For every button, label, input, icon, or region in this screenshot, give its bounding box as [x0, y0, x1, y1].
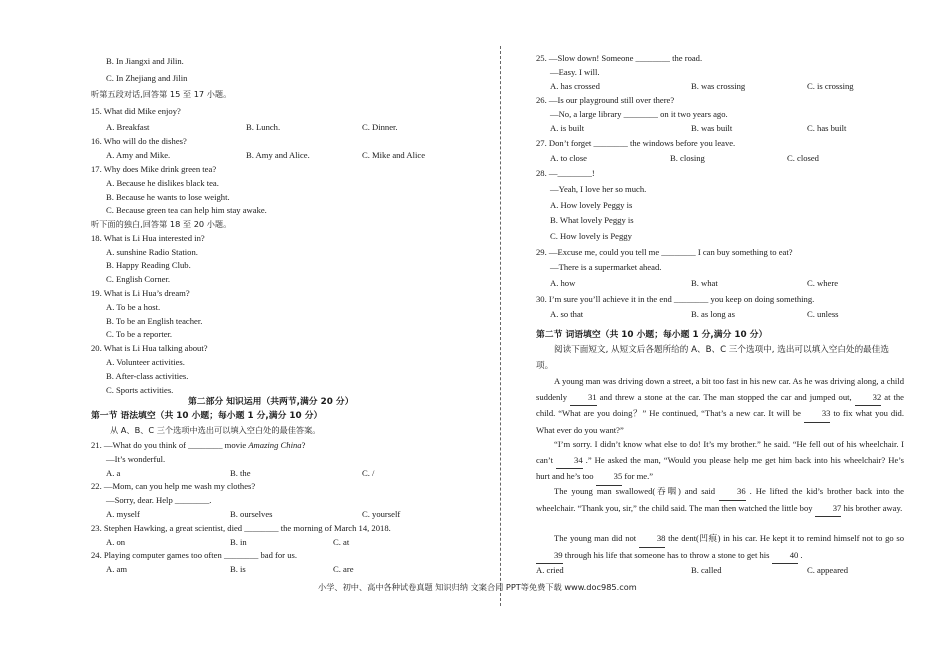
- option-a: A. is built: [550, 123, 585, 133]
- section-instruction: 阅读下面短文, 从短文后各题所给的 A、B、C 三个选项中, 选出可以填入空白处的最佳选项。: [536, 345, 889, 371]
- dialog-reply: —No, a large library ________ on it two years ago.: [550, 109, 728, 119]
- question-stem: 15. What did Mike enjoy?: [91, 106, 181, 116]
- listening-instruction: 听第五段对话,回答第 15 至 17 小题。: [91, 89, 232, 99]
- blank-35: 35: [596, 469, 623, 486]
- option-a: A. am: [106, 564, 128, 574]
- question-stem: 16. Who will do the dishes?: [91, 136, 187, 146]
- option-a: A. on: [106, 537, 126, 547]
- dialog-reply: —Easy. I will.: [550, 67, 600, 77]
- option-a: A. Volunteer activities.: [106, 357, 185, 367]
- option-b: B. was built: [691, 123, 733, 133]
- blank-32: 32: [855, 390, 882, 407]
- passage-paragraph: “I’m sorry. I didn’t know what else to do! It’s my brother.” he said. “He fell out of his wheelchair. I can’t 34 .” He asked the man, “Would you please help me get him back into his wheelchair? He’s hurt and he’s too 35 for me.”: [536, 437, 904, 486]
- option-b: B. in: [230, 537, 247, 547]
- option-b: B. Because he wants to lose weight.: [106, 192, 230, 202]
- passage-paragraph: A young man was driving down a street, a bit too fast in his new car. As he was driving along, a child suddenly 31 and threw a stone at the car. The man stopped the car and jumped out, 32 at the child. “What are you doing？” He continued, “That’s a new car. It will be 33 to fix what you did. What ever do you want?”: [536, 376, 905, 435]
- option-a: A. Because he dislikes black tea.: [106, 178, 219, 188]
- question-stem: 27. Don’t forget ________ the windows before you leave.: [536, 138, 736, 148]
- option-b: B. After-class activities.: [106, 371, 189, 381]
- option-c: C. Mike and Alice: [362, 150, 426, 160]
- section-title: 第一节 语法填空（共 10 小题；每小题 1 分,满分 10 分）: [91, 411, 323, 421]
- part-title: 第二部分 知识运用（共两节,满分 20 分）: [188, 397, 354, 407]
- option-c: C. appeared: [807, 565, 849, 575]
- option-b: B. what: [691, 278, 718, 288]
- blank-38: 38: [639, 531, 666, 548]
- listening-instruction: 听下面的独白,回答第 18 至 20 小题。: [91, 219, 232, 229]
- question-stem: 30. I’m sure you’ll achieve it in the end ________ you keep on doing something.: [536, 294, 815, 304]
- option-b: B. ourselves: [230, 509, 273, 519]
- option-c: C. Sports activities.: [106, 385, 174, 395]
- question-stem: 19. What is Li Hua’s dream?: [91, 288, 190, 298]
- passage-paragraph: The young man did not 38 the dent(凹痕) in his car. He kept it to remind himself not to go so 39 through his life that someone has to throw a stone to get his 40 .: [536, 531, 904, 564]
- option-c: C. To be a reporter.: [106, 329, 173, 339]
- option-b: B. To be an English teacher.: [106, 316, 203, 326]
- option-a: A. Amy and Mike.: [106, 150, 171, 160]
- option-c: C. has built: [807, 123, 847, 133]
- option-c: C. is crossing: [807, 81, 854, 91]
- question-stem: 20. What is Li Hua talking about?: [91, 343, 208, 353]
- option-a: A. a: [106, 468, 121, 478]
- option-b: B. is: [230, 564, 246, 574]
- passage-paragraph: The young man swallowed(吞咽) and said 36 . He lifted the kid’s brother back into the wheelchair. “Thank you, sir,” the child said. The man then watched the little boy 37 his brother away.: [536, 484, 904, 517]
- question-stem: 26. —Is our playground still over there?: [536, 95, 675, 105]
- option-a: A. so that: [550, 309, 584, 319]
- dialog-reply: —Yeah, I love her so much.: [550, 184, 647, 194]
- blank-40: 40: [772, 548, 799, 565]
- option-a: A. to close: [550, 153, 587, 163]
- option-c: C. yourself: [362, 509, 401, 519]
- blank-36: 36: [719, 484, 746, 501]
- option-c: C. unless: [807, 309, 839, 319]
- option-b: B. as long as: [691, 309, 735, 319]
- page-footer: 小学、初中、高中各种试卷真题 知识归纳 文案合同 PPT等免费下载 www.doc985.com: [318, 582, 637, 592]
- option-c: C. closed: [787, 153, 819, 163]
- option-b: B. In Jiangxi and Jilin.: [106, 56, 184, 66]
- blank-33: 33: [804, 406, 831, 423]
- option-a: A. how: [550, 278, 576, 288]
- option-c: C. at: [333, 537, 350, 547]
- option-a: A. myself: [106, 509, 140, 519]
- option-b: B. Happy Reading Club.: [106, 260, 191, 270]
- option-a: A. Breakfast: [106, 122, 150, 132]
- blank-39: 39: [536, 548, 563, 565]
- question-stem: 24. Playing computer games too often ________ bad for us.: [91, 550, 297, 560]
- option-b: B. What lovely Peggy is: [550, 215, 634, 225]
- question-stem: 22. —Mom, can you help me wash my clothes?: [91, 481, 256, 491]
- option-a: A. sunshine Radio Station.: [106, 247, 198, 257]
- option-b: B. was crossing: [691, 81, 746, 91]
- option-b: B. the: [230, 468, 251, 478]
- option-c: C. Dinner.: [362, 122, 398, 132]
- dialog-reply: —Sorry, dear. Help ________.: [106, 495, 212, 505]
- blank-31: 31: [570, 390, 597, 407]
- question-stem: 21. —What do you think of ________ movie Amazing China?: [91, 440, 306, 450]
- option-c: C. are: [333, 564, 354, 574]
- option-c: C. English Corner.: [106, 274, 170, 284]
- section-instruction: 从 A、B、C 三个选项中选出可以填入空白处的最佳答案。: [110, 425, 321, 435]
- option-b: B. closing: [670, 153, 705, 163]
- option-c: C. How lovely is Peggy: [550, 231, 632, 241]
- question-stem: 28. —________!: [536, 168, 595, 178]
- option-c: C. where: [807, 278, 839, 288]
- question-stem: 18. What is Li Hua interested in?: [91, 233, 205, 243]
- blank-37: 37: [815, 501, 842, 518]
- dialog-reply: —There is a supermarket ahead.: [550, 262, 662, 272]
- blank-34: 34: [556, 453, 583, 470]
- option-a: A. To be a host.: [106, 302, 161, 312]
- dialog-reply: —It’s wonderful.: [106, 454, 166, 464]
- option-a: A. cried: [536, 565, 564, 575]
- question-stem: 25. —Slow down! Someone ________ the road.: [536, 53, 703, 63]
- question-stem: 29. —Excuse me, could you tell me ________ I can buy something to eat?: [536, 247, 793, 257]
- option-c: C. In Zhejiang and Jilin: [106, 73, 188, 83]
- question-stem: 23. Stephen Hawking, a great scientist, died ________ the morning of March 14, 2018.: [91, 523, 391, 533]
- option-a: A. How lovely Peggy is: [550, 200, 633, 210]
- question-stem: 17. Why does Mike drink green tea?: [91, 164, 217, 174]
- option-c: C. Because green tea can help him stay awake.: [106, 205, 267, 215]
- option-c: C. /: [362, 468, 375, 478]
- option-b: B. Lunch.: [246, 122, 281, 132]
- section-title: 第二节 词语填空（共 10 小题；每小题 1 分,满分 10 分）: [536, 330, 768, 340]
- option-a: A. has crossed: [550, 81, 600, 91]
- option-b: B. called: [691, 565, 722, 575]
- option-b: B. Amy and Alice.: [246, 150, 310, 160]
